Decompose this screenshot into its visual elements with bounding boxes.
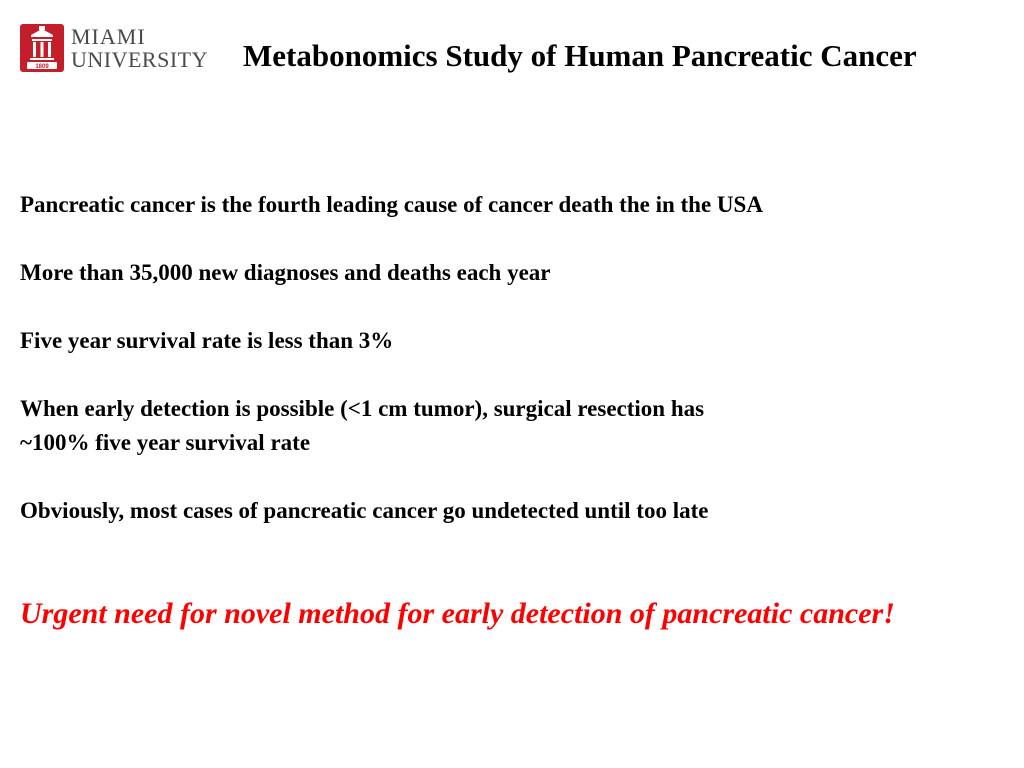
bullet-line: Obviously, most cases of pancreatic cancer go undetected until too late <box>20 498 709 523</box>
bullet-item-survival-rate <box>20 324 1010 358</box>
logo-wordmark <box>71 26 208 71</box>
urgent-need-callout: Urgent need for novel method for early detection of pancreatic cancer! <box>20 597 895 630</box>
bullet-item-leading-cause <box>20 188 1010 222</box>
slide-title: Metabonomics Study of Human Pancreatic Cancer <box>243 38 917 73</box>
bullet-item-undetected <box>20 494 1010 528</box>
seal-year: 1809 <box>35 64 49 70</box>
bullet-line: When early detection is possible (<1 cm tumor), surgical resection has <box>20 396 705 421</box>
bullet-line: Five year survival rate is less than 3% <box>20 328 394 353</box>
bullet-list <box>20 188 1010 562</box>
bullet-line: More than 35,000 new diagnoses and deaths each year <box>20 260 551 285</box>
miami-university-logo <box>20 24 215 74</box>
bullet-item-new-diagnoses <box>20 256 1010 290</box>
bullet-item-early-detection <box>20 392 1010 460</box>
logo-line-university: UNIVERSITY <box>71 47 208 72</box>
logo-line-miami: MIAMI <box>71 24 146 49</box>
bullet-line: ~100% five year survival rate <box>20 430 311 455</box>
university-seal-icon <box>20 24 64 72</box>
bullet-line: Pancreatic cancer is the fourth leading cause of cancer death the in the USA <box>20 192 763 217</box>
